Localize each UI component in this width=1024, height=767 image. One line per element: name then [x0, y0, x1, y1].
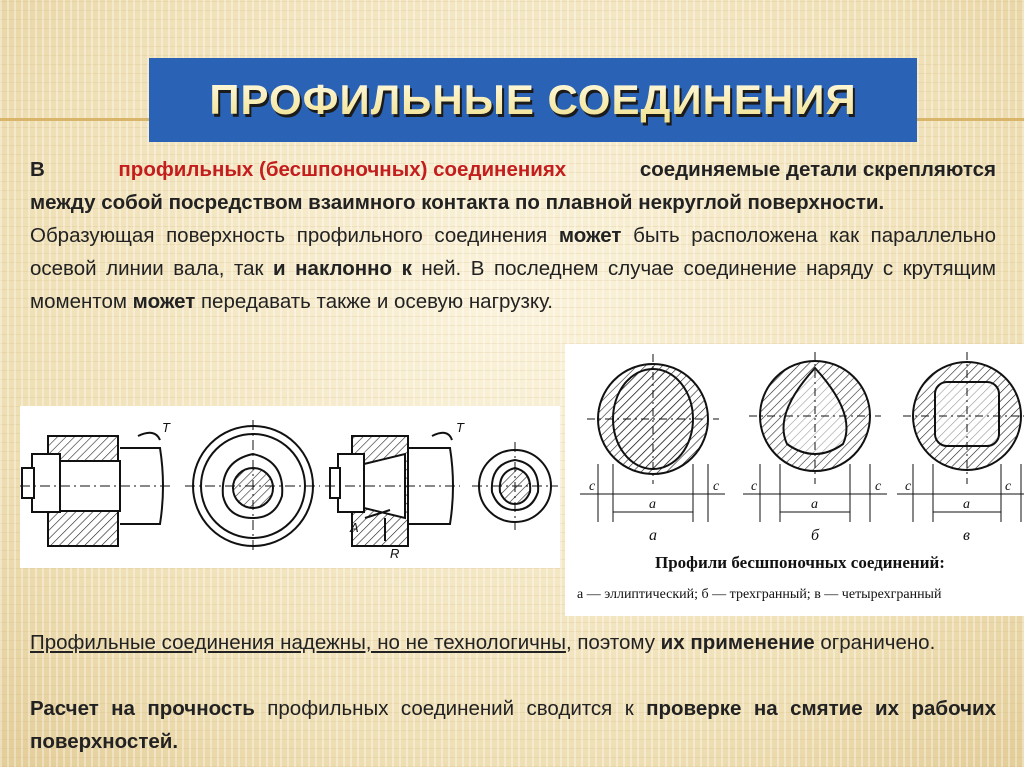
profiles-figure — [565, 344, 1024, 616]
dim-a: a — [649, 497, 656, 512]
slide-title: ПРОФИЛЬНЫЕ СОЕДИНЕНИЯ — [209, 76, 857, 123]
dim-a: a — [811, 497, 818, 512]
paragraph-3: Профильные соединения надежны, но не технологичны, поэтому их применение ограничено. — [30, 631, 936, 654]
paragraph-4: Расчет на прочность профильных соединений сводится к проверке на смятие их рабочих поверхностей. — [30, 697, 996, 753]
paragraph-2: Образующая поверхность профильного соединения может быть расположена как параллельно осевой линии вала, так и наклонно к ней. В последнем случае соединение наряду с крутящим моментом может передавать также и осевую нагрузку. — [30, 224, 997, 313]
highlighted-term: профильных (бесшпоночных) соединениях — [118, 158, 567, 181]
dim-c: c — [589, 479, 596, 494]
figure-legend: а — эллиптический; б — трехгранный; в — четырехгранный — [577, 587, 942, 602]
torque-label-2: T — [456, 420, 464, 435]
text-segment: В — [30, 158, 45, 181]
profile-label-a: а — [649, 527, 657, 544]
profile-label-v: в — [963, 527, 970, 544]
force-label: R — [390, 546, 400, 561]
axial-label: A — [350, 520, 359, 535]
text-segment: соединяемые детали скрепляются — [639, 158, 996, 181]
figure-caption: Профили бесшпоночных соединений: — [655, 553, 945, 572]
dim-c: c — [905, 479, 912, 494]
paragraph-1-line-1 — [30, 153, 996, 186]
dim-a: a — [963, 497, 970, 512]
dim-c: c — [713, 479, 720, 494]
profile-label-b: б — [811, 527, 820, 544]
paragraph-1 — [30, 153, 996, 318]
dim-c: c — [875, 479, 882, 494]
shaft-joint-drawing — [20, 406, 560, 568]
profiles-svg — [565, 344, 1024, 544]
dim-c: c — [1005, 479, 1012, 494]
dim-c: c — [751, 479, 758, 494]
torque-label-1: T — [162, 420, 170, 435]
paragraph-1-line-2: между собой посредством взаимного контакта по плавной некруглой поверхности. — [30, 191, 885, 214]
title-banner — [149, 58, 917, 142]
shaft-joint-svg — [20, 406, 560, 568]
